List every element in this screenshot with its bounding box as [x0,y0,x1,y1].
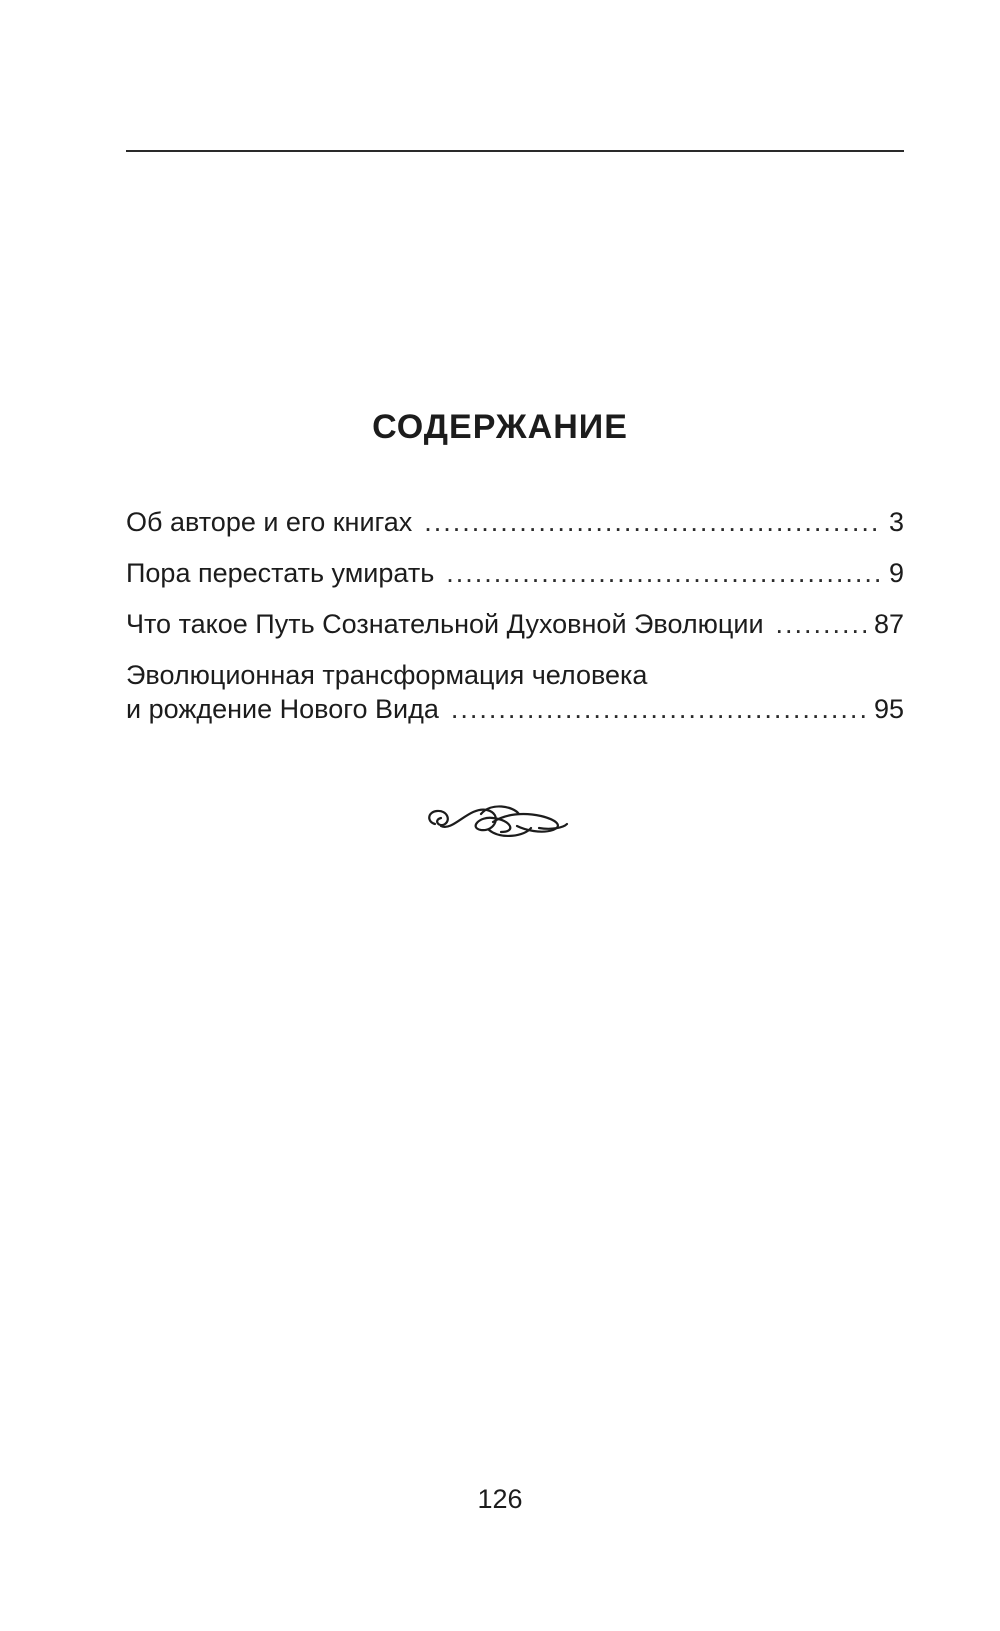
toc-heading: СОДЕРЖАНИЕ [372,408,628,446]
table-of-contents [126,505,904,743]
dot-leader [446,556,881,590]
toc-line [126,692,904,726]
flourish-ornament-icon [421,800,571,846]
toc-entry-title: Что такое Путь Сознательной Духовной Эволюции [126,609,764,639]
toc-entry[interactable] [126,658,904,726]
dot-leader [776,607,866,641]
toc-entry-page: 87 [873,609,904,639]
toc-entry[interactable] [126,556,904,590]
top-rule [126,150,904,152]
toc-entry[interactable] [126,505,904,539]
toc-line [126,556,904,590]
dot-leader [424,505,881,539]
page-number: 126 [477,1484,523,1514]
toc-entry-title: Пора перестать умирать [126,558,435,588]
toc-entry-page: 95 [873,694,904,724]
dot-leader [451,692,866,726]
toc-entry-page: 9 [888,558,904,588]
toc-entry[interactable] [126,607,904,641]
toc-entry-title-line2: и рождение Нового Вида [126,694,439,724]
toc-entry-title-line1: Эволюционная трансформация человека [126,660,648,690]
toc-line [126,607,904,641]
toc-entry-title: Об авторе и его книгах [126,507,413,537]
toc-line [126,505,904,539]
toc-entry-page: 3 [888,507,904,537]
